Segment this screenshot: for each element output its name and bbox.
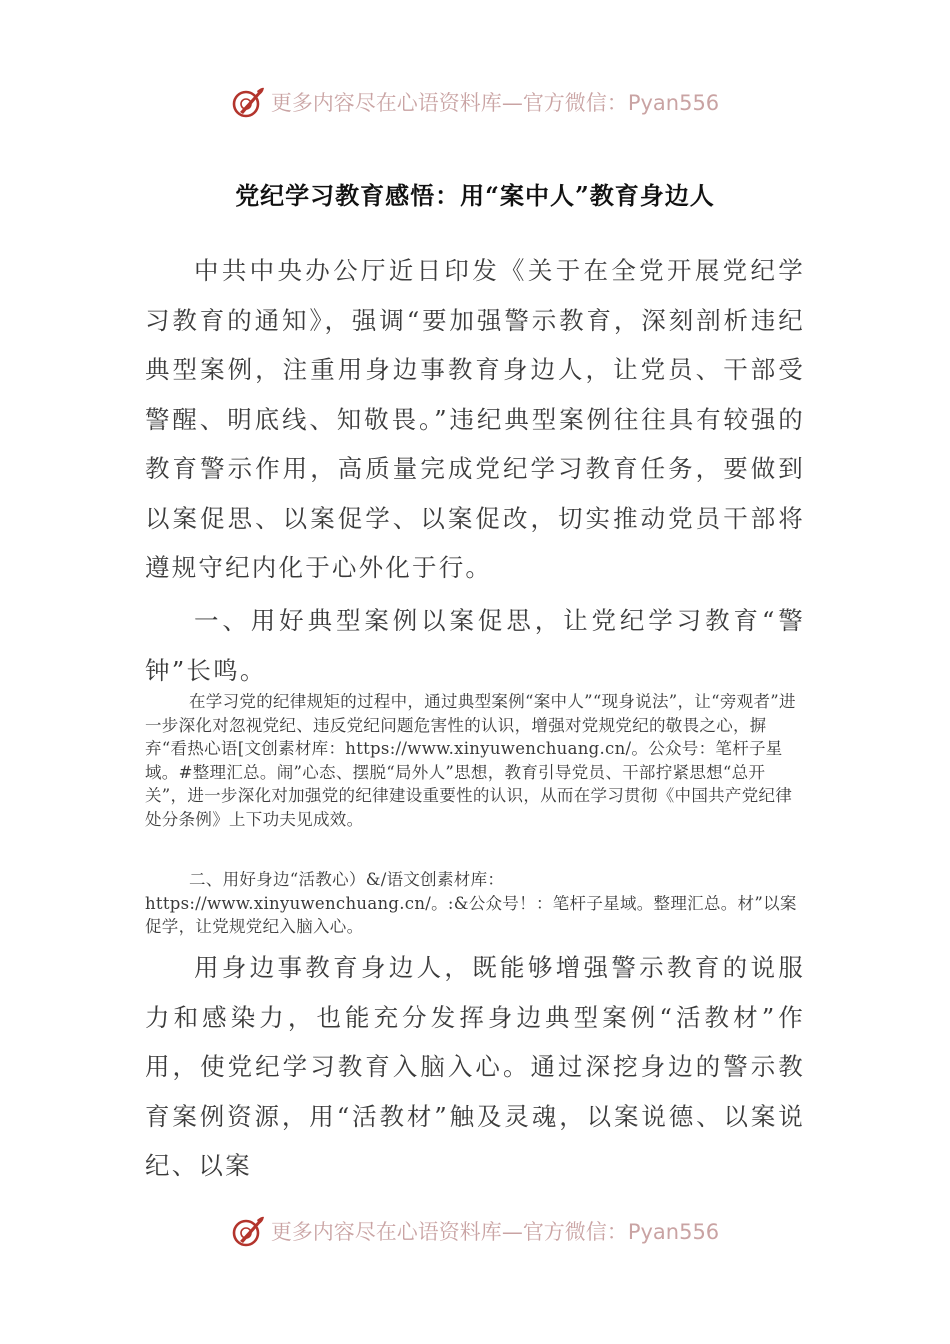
footer-banner: [0, 1207, 950, 1255]
quill-logo-icon: [231, 85, 265, 119]
quill-logo-icon: [231, 1214, 265, 1248]
paragraph-section-1: 在学习党的纪律规矩的过程中，通过典型案例“案中人”“现身说法”，让“旁观者”进一步深化对忽视党纪、违反党纪问题危害性的认识，增强对党规党纪的敬畏之心，摒弃“看热心语[文创素材库：https://www.xinyuwenchuang.cn/。公众号：笔杆子星域。#整理汇总。闹”心态、摆脱“局外人”思想，教育引导党员、干部拧紧思想“总开关”，进一步深化对加强党的纪律建设重要性的认识，从而在学习贯彻《中国共产党纪律处分条例》上下功夫见成效。: [145, 692, 796, 829]
paragraph-intro: 中共中央办公厅近日印发《关于在全党开展党纪学习教育的通知》，强调“要加强警示教育，深刻剖析违纪典型案例，注重用身边事教育身边人，让党员、干部受警醒、明底线、知敬畏。”违纪典型案例往往具有较强的教育警示作用，高质量完成党纪学习教育任务，要做到以案促思、以案促学、以案促改，切实推动党员干部将遵规守纪内化于心外化于行。: [145, 256, 805, 582]
banner-text: 更多内容尽在心语资料库—官方微信：Pyan556: [270, 1220, 720, 1244]
wechat-id: Pyan556: [627, 1220, 720, 1244]
section-heading-2: 二、用好身边“活教心）&/语文创素材库：https://www.xinyuwenchuang.cn/。:&公众号！：笔杆子星域。整理汇总。材”以案促学，让党规党纪入脑入心。: [145, 870, 797, 937]
paragraph-section-2: 用身边事教育身边人，既能够增强警示教育的说服力和感染力，也能充分发挥身边典型案例“活教材”作用，使党纪学习教育入脑入心。通过深挖身边的警示教育案例资源，用“活教材”触及灵魂，以案说德、以案说纪、以案: [145, 953, 805, 1180]
document-title: 党纪学习教育感悟：用“案中人”教育身边人: [235, 181, 715, 210]
section-heading-1: 一、用好典型案例以案促思，让党纪学习教育“警钟”长鸣。: [145, 606, 805, 685]
header-banner: [0, 78, 950, 126]
wechat-id: Pyan556: [627, 91, 720, 115]
banner-text: 更多内容尽在心语资料库—官方微信：Pyan556: [270, 91, 720, 115]
